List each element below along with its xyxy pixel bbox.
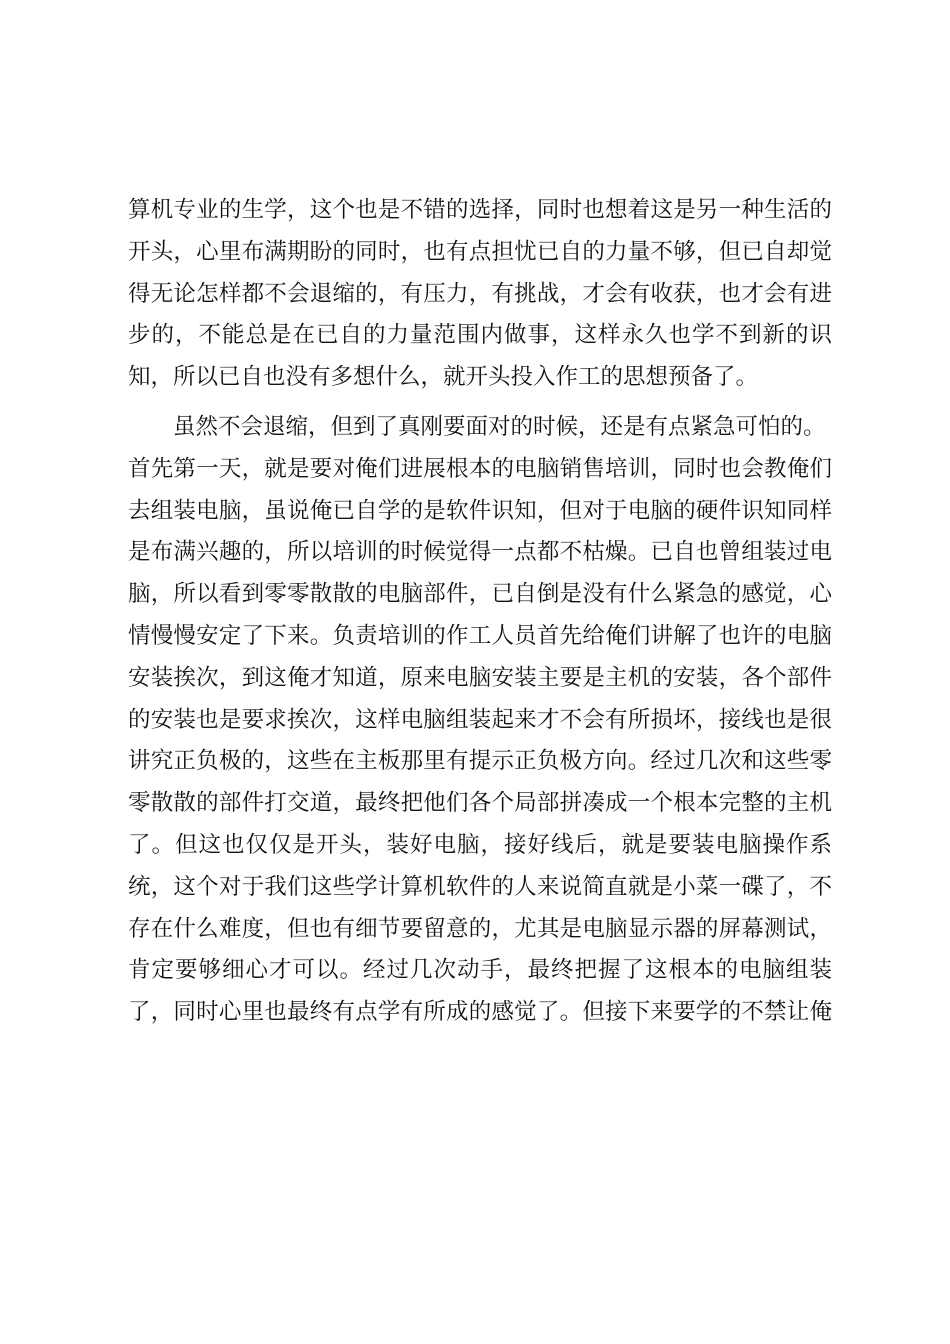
text-line: 肯定要够细心才可以。经过几次动手，最终把握了这根本的电脑组装 bbox=[128, 957, 832, 984]
text-line: 情慢慢安定了下来。负责培训的作工人员首先给俺们讲解了也许的电脑 bbox=[128, 622, 832, 649]
text-line: 的安装也是要求挨次，这样电脑组装起来才不会有所损坏，接线也是很 bbox=[128, 706, 832, 733]
body-text bbox=[128, 190, 832, 1034]
paragraph-2 bbox=[128, 407, 832, 1034]
text-line: 零散散的部件打交道，最终把他们各个局部拼凑成一个根本完整的主机 bbox=[128, 790, 832, 817]
text-line: 统，这个对于我们这些学计算机软件的人来说简直就是小菜一碟了，不 bbox=[128, 873, 832, 900]
text-line: 步的，不能总是在已自的力量范围内做事，这样永久也学不到新的识 bbox=[128, 322, 832, 349]
text-line: 知，所以已自也没有多想什么，就开头投入作工的思想预备了。 bbox=[128, 364, 759, 391]
paragraph-1 bbox=[128, 190, 832, 399]
text-line: 存在什么难度，但也有细节要留意的，尤其是电脑显示器的屏幕测试， bbox=[128, 915, 832, 942]
text-line: 了，同时心里也最终有点学有所成的感觉了。但接下来要学的不禁让俺 bbox=[128, 999, 832, 1026]
text-line: 去组装电脑，虽说俺已自学的是软件识知，但对于电脑的硬件识知同样 bbox=[128, 497, 832, 524]
text-line: 讲究正负极的，这些在主板那里有提示正负极方向。经过几次和这些零 bbox=[128, 748, 832, 775]
text-line: 安装挨次，到这俺才知道，原来电脑安装主要是主机的安装，各个部件 bbox=[128, 664, 832, 691]
text-line: 开头，心里布满期盼的同时，也有点担忧已自的力量不够，但已自却觉 bbox=[128, 238, 832, 265]
text-line: 脑，所以看到零零散散的电脑部件，已自倒是没有什么紧急的感觉，心 bbox=[128, 581, 832, 608]
text-line: 虽然不会退缩，但到了真刚要面对的时候，还是有点紧急可怕的。 bbox=[173, 413, 826, 440]
text-line: 算机专业的生学，这个也是不错的选择，同时也想着这是另一种生活的 bbox=[128, 197, 832, 223]
text-line: 是布满兴趣的，所以培训的时候觉得一点都不枯燥。已自也曾组装过电 bbox=[128, 539, 832, 566]
text-line: 首先第一天，就是要对俺们进展根本的电脑销售培训，同时也会教俺们 bbox=[128, 455, 832, 482]
text-line: 了。但这也仅仅是开头，装好电脑，接好线后，就是要装电脑操作系 bbox=[128, 831, 832, 858]
text-line: 得无论怎样都不会退缩的，有压力，有挑战，才会有收获，也才会有进 bbox=[128, 280, 832, 307]
